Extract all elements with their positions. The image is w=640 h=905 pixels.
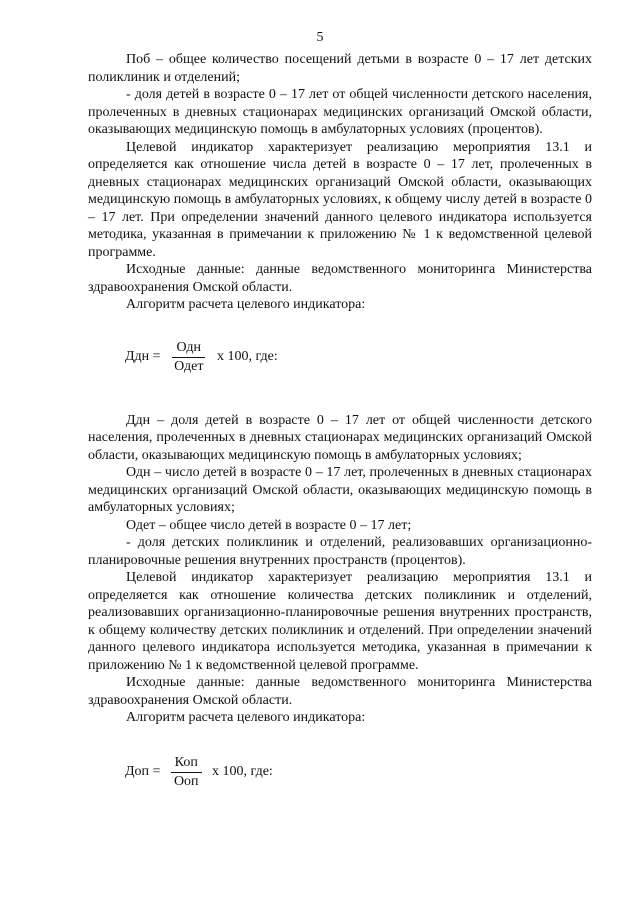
formula-dop-denominator: Ооп — [173, 773, 199, 789]
paragraph-algorithm-title-1: Алгоритм расчета целевого индикатора: — [126, 297, 366, 312]
paragraph-odn-definition: Одн – число детей в возрасте 0 – 17 лет, пролеченных в дневных стационарах медицинских организаций Омской области, оказывающих медицинскую помощь в амбулаторных условиях; — [88, 465, 592, 515]
formula-dop-numerator: Коп — [171, 755, 202, 773]
formula-ddn-fraction — [170, 340, 207, 375]
formula-ddn-lhs: Ддн = — [125, 349, 165, 365]
paragraph-source-data-1: Исходные данные: данные ведомственного мониторинга Министерства здравоохранения Омской области. — [88, 262, 592, 295]
page-number: 5 — [316, 30, 324, 45]
paragraph-indicator-description-1: Целевой индикатор характеризует реализацию мероприятия 13.1 и определяется как отношение числа детей в возрасте 0 – 17 лет, пролеченных в дневных стационарах медицинских организаций Омской области, оказывающих медицинскую помощь в амбулаторных условиях, к общему числу детей в возрасте 0 – 17 лет. При определении значений данного целевого индикатора используется методика, указанная в примечании к приложению № 1 к ведомственной целевой программе. — [88, 139, 592, 260]
formula-dop-rhs: х 100, где: — [208, 764, 273, 780]
formula-ddn-numerator: Одн — [172, 340, 205, 358]
paragraph-ddn-definition: Ддн – доля детей в возрасте 0 – 17 лет от общей численности детского населения, пролеченных в дневных стационарах медицинских организаций Омской области, оказывающих медицинскую помощь в амбулаторных условиях; — [88, 412, 592, 463]
paragraph-share-polyclinics: - доля детских поликлиник и отделений, реализовавших организационно-планировочные решения внутренних пространств (процентов). — [88, 535, 592, 568]
formula-dop — [125, 755, 592, 790]
formula-ddn — [125, 340, 592, 375]
formula-ddn-denominator: Одет — [174, 358, 204, 374]
formula-dop-lhs: Доп = — [125, 764, 164, 780]
paragraph-share-day-hospital: - доля детей в возрасте 0 – 17 лет от общей численности детского населения, пролеченных в дневных стационарах медицинских организаций Омской области, оказывающих медицинскую помощь в амбулаторных условиях (процентов). — [88, 87, 592, 137]
page-content — [88, 51, 592, 827]
paragraph-pob-definition: Поб – общее количество посещений детьми в возрасте 0 – 17 лет детских поликлиник и отделений; — [88, 52, 592, 85]
formula-ddn-rhs: х 100, где: — [213, 349, 278, 365]
paragraph-algorithm-title-2: Алгоритм расчета целевого индикатора: — [126, 710, 366, 725]
paragraph-source-data-2: Исходные данные: данные ведомственного мониторинга Министерства здравоохранения Омской области. — [88, 675, 592, 708]
paragraph-indicator-description-2: Целевой индикатор характеризует реализацию мероприятия 13.1 и определяется как отношение количества детских поликлиник и отделений, реализовавших организационно-планировочные решения внутренних пространств, к общему количеству детских поликлиник и отделений. При определении значений данного целевого индикатора используется методика, указанная в примечании к приложению № 1 к ведомственной целевой программе. — [88, 570, 592, 673]
formula-dop-fraction — [170, 755, 203, 790]
paragraph-odet-definition: Одет – общее число детей в возрасте 0 – 17 лет; — [126, 517, 412, 533]
